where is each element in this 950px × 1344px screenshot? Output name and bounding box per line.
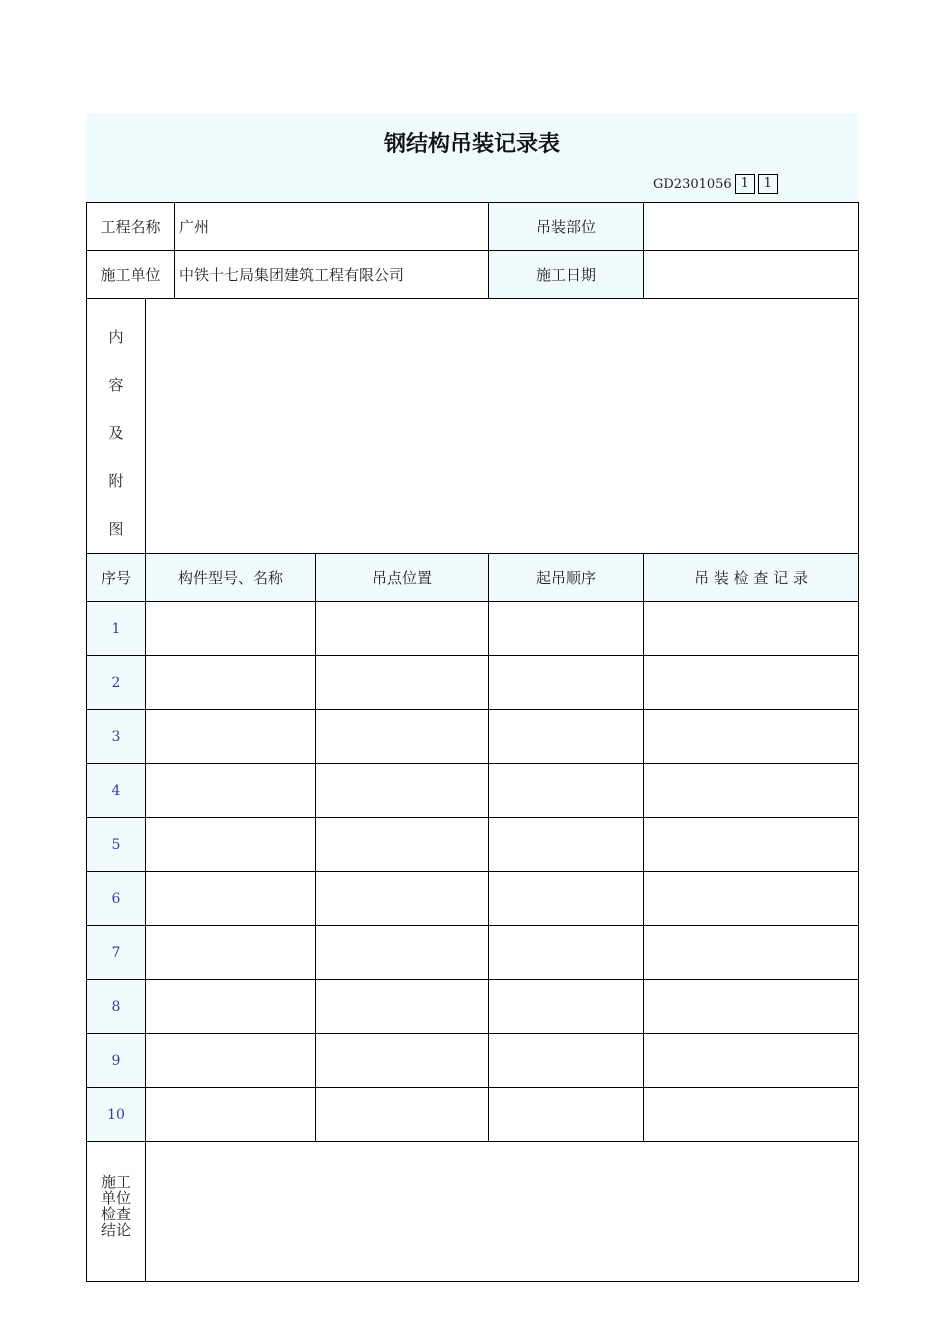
member-cell[interactable] [146,872,316,926]
record-cell[interactable] [644,926,859,980]
date-value[interactable] [644,251,859,299]
conclusion-area[interactable] [146,1142,859,1282]
lift-location-value[interactable] [644,203,859,251]
table-row [87,602,859,656]
row-number: 3 [87,710,146,764]
row-number: 7 [87,926,146,980]
date-label: 施工日期 [489,251,644,299]
content-label-char: 内 [108,328,124,346]
member-cell[interactable] [146,818,316,872]
sequence-cell[interactable] [489,1034,644,1088]
row-number: 8 [87,980,146,1034]
sequence-cell[interactable] [489,926,644,980]
table-row [87,980,859,1034]
content-label-char: 附 [108,472,124,490]
sequence-cell[interactable] [489,1088,644,1142]
sequence-cell[interactable] [489,764,644,818]
sequence-cell[interactable] [489,872,644,926]
form-code-box-1[interactable]: 1 [735,174,755,194]
conclusion-label-line: 施工 [100,1173,131,1191]
lift-point-cell[interactable] [316,1034,489,1088]
content-area[interactable] [146,299,859,554]
table-row [87,818,859,872]
form-sheet [86,113,858,1239]
contractor-label: 施工单位 [87,251,175,299]
contractor-value[interactable]: 中铁十七局集团建筑工程有限公司 [175,251,489,299]
col-header-record: 吊 装 检 查 记 录 [644,554,859,602]
content-label [87,299,146,554]
row-number: 10 [87,1088,146,1142]
record-cell[interactable] [644,710,859,764]
row-number: 5 [87,818,146,872]
record-cell[interactable] [644,818,859,872]
record-cell[interactable] [644,1034,859,1088]
record-cell[interactable] [644,1088,859,1142]
row-number: 4 [87,764,146,818]
lift-point-cell[interactable] [316,926,489,980]
member-cell[interactable] [146,656,316,710]
conclusion-label-line: 单位 [100,1189,131,1207]
lift-location-label: 吊装部位 [489,203,644,251]
member-cell[interactable] [146,980,316,1034]
row-number: 2 [87,656,146,710]
row-number: 9 [87,1034,146,1088]
record-cell[interactable] [644,980,859,1034]
member-cell[interactable] [146,710,316,764]
sequence-cell[interactable] [489,710,644,764]
col-header-sequence: 起吊顺序 [489,554,644,602]
lift-point-cell[interactable] [316,1088,489,1142]
lift-point-cell[interactable] [316,818,489,872]
lift-point-cell[interactable] [316,710,489,764]
lift-point-cell[interactable] [316,872,489,926]
content-label-char: 及 [108,424,124,442]
lift-point-cell[interactable] [316,764,489,818]
table-row [87,764,859,818]
sequence-cell[interactable] [489,656,644,710]
conclusion-label-line: 检查 [100,1205,131,1223]
row-number: 1 [87,602,146,656]
form-title: 钢结构吊装记录表 [383,132,560,157]
row-number: 6 [87,872,146,926]
conclusion-label-line: 结论 [100,1221,131,1239]
form-code-text: GD2301056 [653,176,732,192]
sequence-cell[interactable] [489,818,644,872]
col-header-member: 构件型号、名称 [146,554,316,602]
title-band [86,113,858,203]
lift-point-cell[interactable] [316,656,489,710]
member-cell[interactable] [146,1088,316,1142]
form-code-box-2[interactable]: 1 [758,174,778,194]
content-label-char: 容 [108,376,124,394]
record-cell[interactable] [644,656,859,710]
member-cell[interactable] [146,1034,316,1088]
record-cell[interactable] [644,872,859,926]
member-cell[interactable] [146,602,316,656]
record-cell[interactable] [644,602,859,656]
sequence-cell[interactable] [489,980,644,1034]
table-row [87,710,859,764]
record-cell[interactable] [644,764,859,818]
project-name-label: 工程名称 [87,203,175,251]
member-cell[interactable] [146,764,316,818]
content-label-char: 图 [108,520,124,538]
table-row [87,656,859,710]
col-header-lift-point: 吊点位置 [316,554,489,602]
member-cell[interactable] [146,926,316,980]
table-row [87,1088,859,1142]
lifting-record-table [86,202,859,1282]
lift-point-cell[interactable] [316,980,489,1034]
table-row [87,926,859,980]
conclusion-label [87,1142,146,1282]
col-header-seq: 序号 [87,554,146,602]
project-name-value[interactable]: 广州 [175,203,489,251]
sequence-cell[interactable] [489,602,644,656]
table-row [87,1034,859,1088]
lift-point-cell[interactable] [316,602,489,656]
form-code [653,174,778,194]
table-row [87,872,859,926]
